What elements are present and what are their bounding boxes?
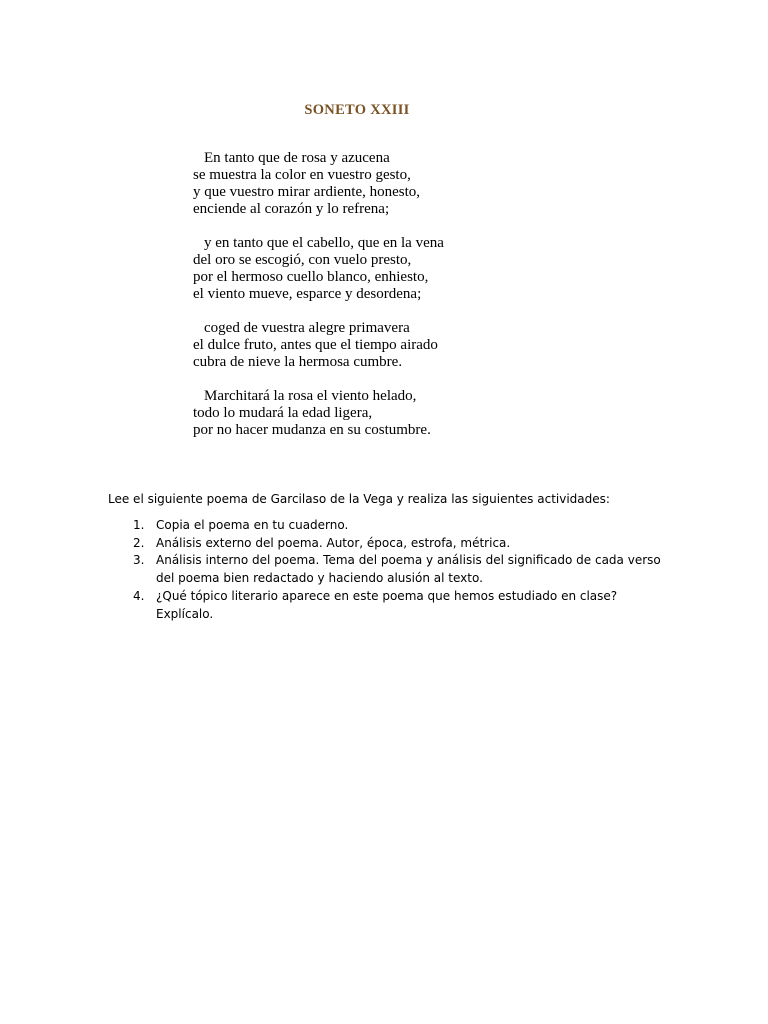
activity-item <box>130 588 670 623</box>
poem-verse: coged de vuestra alegre primavera <box>204 320 410 336</box>
instructions-intro: Lee el siguiente poema de Garcilaso de la Vega y realiza las siguientes actividades: <box>108 492 610 506</box>
poem-verse: del oro se escogió, con vuelo presto, <box>193 252 412 268</box>
poem-stanza-2 <box>193 235 613 303</box>
poem-verse: y en tanto que el cabello, que en la vena <box>204 235 444 251</box>
poem-verse: enciende al corazón y lo refrena; <box>193 201 390 217</box>
poem-stanza-1 <box>193 150 613 218</box>
poem-verse: el dulce fruto, antes que el tiempo airado <box>193 337 438 353</box>
activity-number: 1. <box>133 518 145 532</box>
poem-title: SONETO XXIII <box>304 102 410 118</box>
poem-verse: Marchitará la rosa el viento helado, <box>204 388 417 404</box>
poem-verse: cubra de nieve la hermosa cumbre. <box>193 354 403 370</box>
poem-verse: por no hacer mudanza en su costumbre. <box>193 422 431 438</box>
poem-body <box>193 150 613 456</box>
activity-item <box>130 552 670 587</box>
activity-number: 3. <box>133 553 145 568</box>
poem-verse: el viento mueve, esparce y desordena; <box>193 286 422 302</box>
poem-verse: se muestra la color en vuestro gesto, <box>193 167 411 183</box>
activity-number: 4. <box>133 588 145 603</box>
poem-verse: por el hermoso cuello blanco, enhiesto, <box>193 269 429 285</box>
activity-text: Análisis interno del poema. Tema del poema y análisis del significado de cada verso del poema bien redactado y haciendo alusión al texto. <box>156 553 661 586</box>
activity-text: ¿Qué tópico literario aparece en este poema que hemos estudiado en clase? Explícalo. <box>156 588 618 621</box>
activity-item <box>130 517 670 535</box>
poem-stanza-3 <box>193 320 613 371</box>
poem-verse: todo lo mudará la edad ligera, <box>193 405 373 421</box>
activity-text: Análisis externo del poema. Autor, época, estrofa, métrica. <box>156 535 511 550</box>
poem-verse: En tanto que de rosa y azucena <box>204 150 390 166</box>
poem-stanza-4 <box>193 388 613 439</box>
activities-list <box>130 517 670 623</box>
poem-verse: y que vuestro mirar ardiente, honesto, <box>193 184 421 200</box>
activity-text: Copia el poema en tu cuaderno. <box>156 518 349 532</box>
activity-number: 2. <box>133 535 145 550</box>
activity-item <box>130 535 670 553</box>
